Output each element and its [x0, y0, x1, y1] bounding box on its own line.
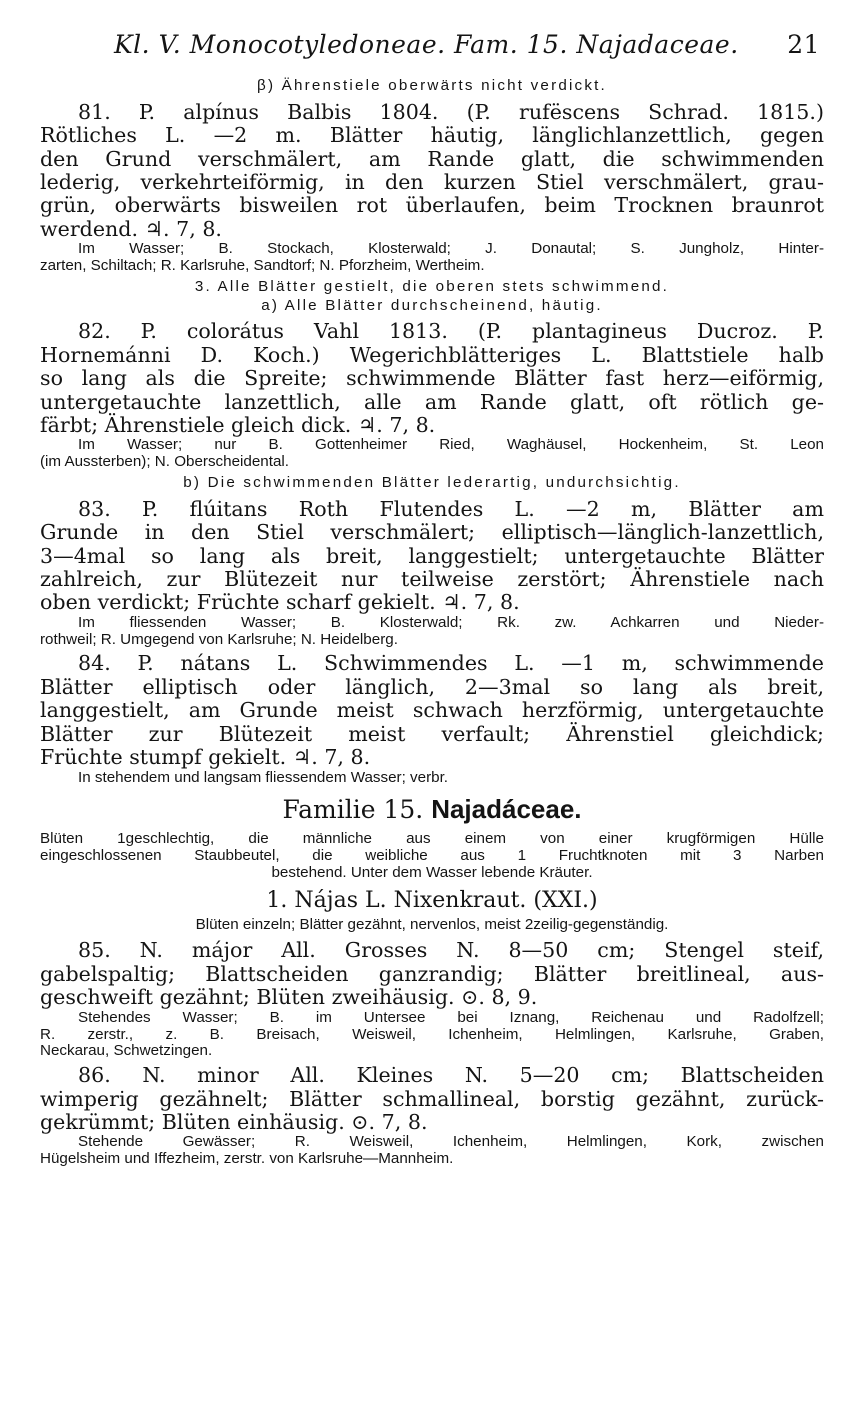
species-84-line3: langgestielt, am Grunde meist schwach herzförmig, untergetauchte [40, 698, 824, 723]
species-85 [40, 939, 824, 1060]
species-82-line1: 82. P. colorátus Vahl 1813. (P. plantagineus Ducroz. P. [78, 319, 824, 344]
species-82-localities-cont: (im Aussterben); N. Oberscheidental. [40, 453, 290, 471]
family-description [40, 831, 824, 881]
species-86-localities-cont: Hügelsheim und Iffezheim, zerstr. von Karlsruhe—Mannheim. [40, 1150, 454, 1168]
species-86-localities: Stehende Gewässer; R. Weisweil, Ichenheim, Helmlingen, Kork, zwischen [78, 1133, 824, 1151]
species-82-localities: Im Wasser; nur B. Gottenheimer Ried, Waghäusel, Hockenheim, St. Leon [78, 436, 824, 454]
species-84-line1: 84. P. nátans L. Schwimmendes L. —1 m, schwimmende [78, 651, 824, 676]
species-83-line3: 3—4mal so lang als breit, langgestielt; untergetauchte Blätter [40, 543, 824, 568]
genus-description: Blüten einzeln; Blätter gezähnt, nervenlos, meist 2zeilig-gegenständig. [195, 915, 669, 933]
species-81-line3: den Grund verschmälert, am Rande glatt, die schwimmenden [40, 146, 824, 171]
species-81-line6: werdend. ♃. 7, 8. [40, 216, 222, 241]
species-83-localities-cont: rothweil; R. Umgegend von Karlsruhe; N. Heidelberg. [40, 630, 398, 648]
species-84-line5: Früchte stumpf gekielt. ♃. 7, 8. [40, 745, 371, 770]
species-85-line2: gabelspaltig; Blattscheiden ganzrandig; Blätter breitlineal, aus- [40, 961, 824, 986]
key-beta: β) Ährenstiele oberwärts nicht verdickt. [257, 77, 607, 94]
header-title: Kl. V. Monocotyledoneae. Fam. 15. Najadaceae. [114, 30, 739, 59]
species-86-line3: gekrümmt; Blüten einhäusig. ⊙. 7, 8. [40, 1109, 428, 1134]
family-desc-line1: Blüten 1geschlechtig, die männliche aus einem von einer krugförmigen Hülle [40, 830, 824, 848]
running-header [40, 30, 824, 74]
family-desc-line2: eingeschlossenen Staubbeutel, die weibliche aus 1 Fruchtknoten mit 3 Narben [40, 847, 824, 865]
species-81-localities: Im Wasser; B. Stockach, Klosterwald; J. Donautal; S. Jungholz, Hinter- [78, 240, 824, 258]
book-page [40, 30, 824, 1168]
species-83-line4: zahlreich, zur Blütezeit nur teilweise zerstört; Ährenstiele nach [40, 567, 824, 592]
species-85-line3: geschweift gezähnt; Blüten zweihäusig. ⊙. 8, 9. [40, 985, 538, 1010]
species-85-line1: 85. N. májor All. Grosses N. 8—50 cm; Stengel steif, [78, 938, 824, 963]
family-heading [40, 794, 824, 825]
key-3b: b) Die schwimmenden Blätter lederartig, undurchsichtig. [183, 474, 681, 492]
species-83-line1: 83. P. flúitans Roth Flutendes L. —2 m, Blätter am [78, 496, 824, 521]
species-85-localities-end: Neckarau, Schwetzingen. [40, 1042, 213, 1060]
species-82-line2: Hornemánni D. Koch.) Wegerichblätteriges L. Blattstiele halb [40, 342, 824, 367]
species-81-line5: grün, oberwärts bisweilen rot überlaufen, beim Trocknen braunrot [40, 193, 824, 218]
species-81-localities-cont: zarten, Schiltach; R. Karlsruhe, Sandtorf; N. Pforzheim, Wertheim. [40, 257, 485, 275]
page-number: 21 [787, 30, 820, 59]
species-85-localities: Stehendes Wasser; B. im Untersee bei Iznang, Reichenau und Radolfzell; [78, 1008, 824, 1026]
species-83 [40, 498, 824, 649]
species-82-line5: färbt; Ährenstiele gleich dick. ♃. 7, 8. [40, 413, 436, 438]
genus-heading: 1. Nájas L. Nixenkraut. (XXI.) [266, 887, 598, 913]
species-84-line2: Blätter elliptisch oder länglich, 2—3mal so lang als breit, [40, 674, 824, 699]
species-83-line5: oben verdickt; Früchte scharf gekielt. ♃. 7, 8. [40, 590, 520, 615]
species-84 [40, 652, 824, 786]
key-3a: a) Alle Blätter durchscheinend, häutig. [261, 296, 603, 314]
species-86-line2: wimperig gezähnelt; Blätter schmallineal, borstig gezähnt, zurück- [40, 1086, 824, 1111]
family-desc-line3: bestehend. Unter dem Wasser lebende Kräuter. [271, 863, 593, 881]
species-81-line1: 81. P. alpínus Balbis 1804. (P. rufëscens Schrad. 1815.) [78, 99, 824, 124]
species-81 [40, 101, 824, 275]
species-84-localities: In stehendem und langsam fliessendem Wasser; verbr. [78, 768, 449, 786]
species-82-line3: so lang als die Spreite; schwimmende Blätter fast herz—eiförmig, [40, 366, 824, 391]
species-82-line4: untergetauchte lanzettlich, alle am Rande glatt, oft rötlich ge- [40, 389, 824, 414]
key-3: 3. Alle Blätter gestielt, die oberen stets schwimmend. [194, 277, 670, 295]
family-prefix: Familie 15. [282, 795, 424, 825]
species-86 [40, 1064, 824, 1168]
species-82 [40, 320, 824, 471]
species-81-line4: lederig, verkehrteiförmig, in den kurzen Stiel verschmälert, grau- [40, 170, 824, 195]
species-84-line4: Blätter zur Blütezeit meist verfault; Ährenstiel gleichdick; [40, 721, 824, 746]
species-83-localities: Im fliessenden Wasser; B. Klosterwald; Rk. zw. Achkarren und Nieder- [78, 613, 824, 631]
family-name: Najadáceae. [431, 794, 582, 825]
species-83-line2: Grunde in den Stiel verschmälert; elliptisch—länglich-lanzettlich, [40, 520, 824, 545]
species-85-localities-cont: R. zerstr., z. B. Breisach, Weisweil, Ichenheim, Helmlingen, Karlsruhe, Graben, [40, 1025, 824, 1043]
species-81-line2: Rötliches L. —2 m. Blätter häutig, länglichlanzettlich, gegen [40, 123, 824, 148]
species-86-line1: 86. N. minor All. Kleines N. 5—20 cm; Blattscheiden [78, 1063, 824, 1088]
